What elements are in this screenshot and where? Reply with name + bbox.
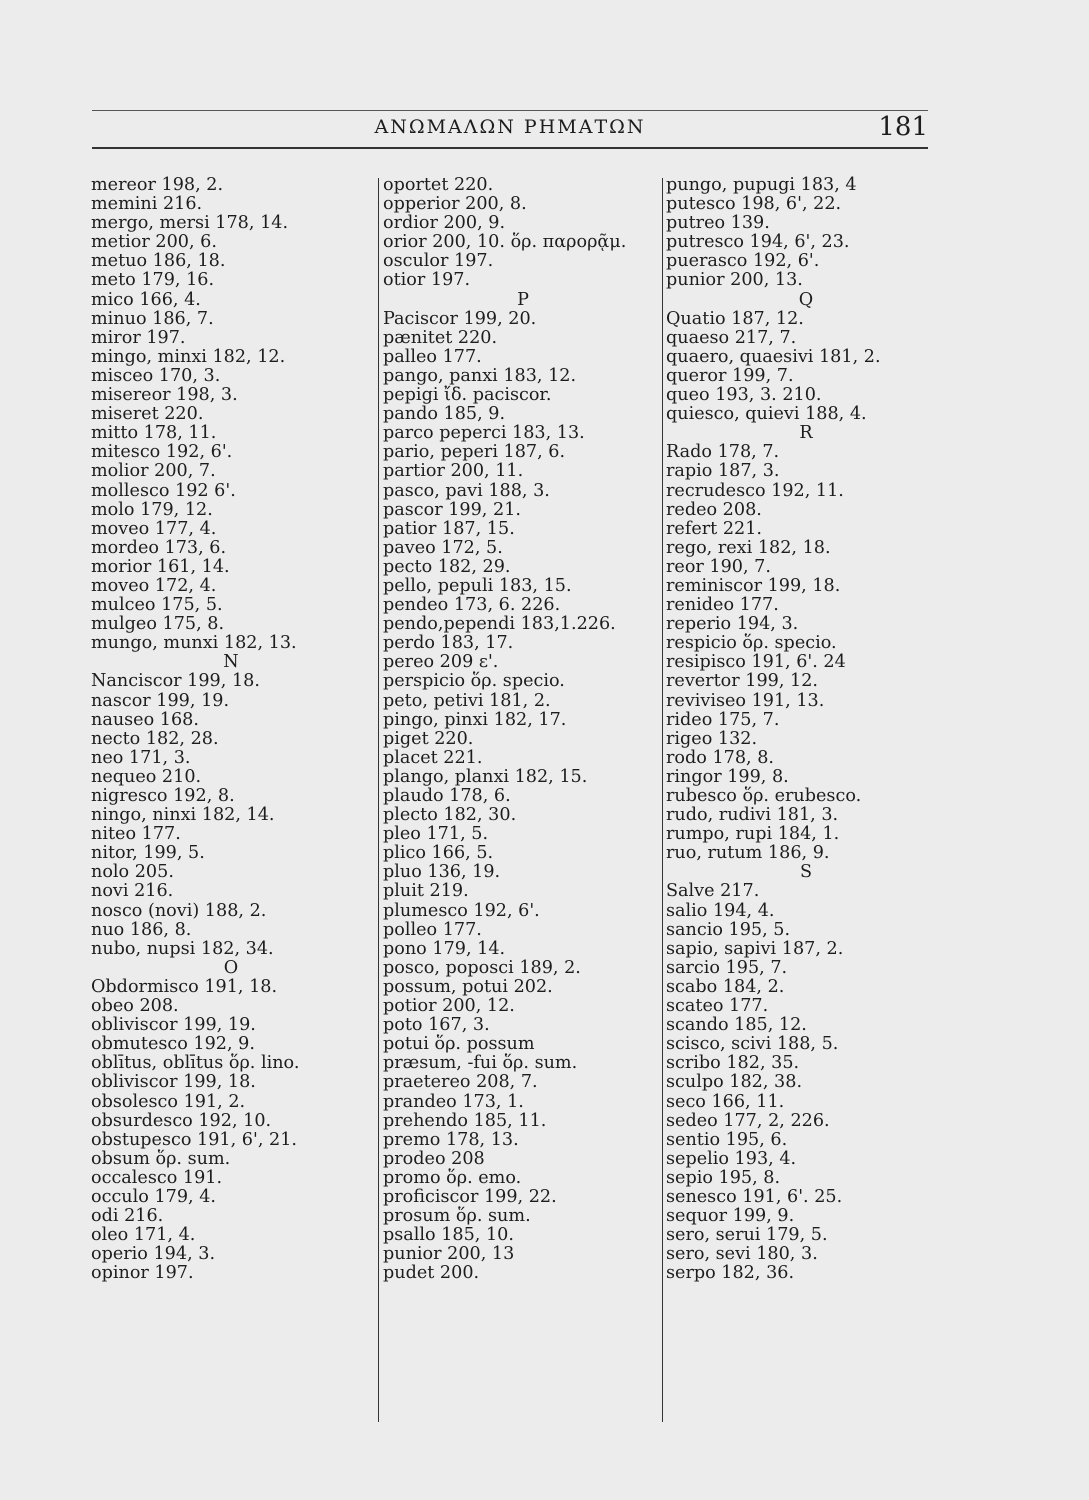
index-entry: sapio, sapivi 187, 2. — [666, 938, 844, 959]
index-entry: Obdormisco 191, 18. — [91, 976, 278, 997]
index-entry: perspicio ὅρ. specio. — [383, 671, 565, 692]
index-entry: sero, serui 179, 5. — [666, 1225, 828, 1246]
index-entry: quaeso 217, 7. — [666, 327, 797, 348]
index-entry: posco, poposci 189, 2. — [383, 957, 581, 978]
index-entry: oportet 220. — [383, 175, 494, 195]
index-entry: Quatio 187, 12. — [666, 308, 804, 329]
index-entry: sentio 195, 6. — [666, 1129, 788, 1150]
index-entry: miror 197. — [91, 327, 186, 348]
index-entry: novi 216. — [91, 881, 174, 902]
index-entry: occulo 179, 4. — [91, 1186, 216, 1207]
index-entry: molo 179, 12. — [91, 499, 213, 520]
index-entry: psallo 185, 10. — [383, 1225, 514, 1246]
index-entry: plumesco 192, 6'. — [383, 900, 540, 921]
index-entry: oleo 171, 4. — [91, 1225, 196, 1246]
index-entry: obsolesco 191, 2. — [91, 1091, 246, 1112]
index-entry: rudo, rudivi 181, 3. — [666, 805, 839, 826]
index-entry: pecto 182, 29. — [383, 556, 511, 577]
index-entry: necto 182, 28. — [91, 728, 219, 749]
index-entry: sedeo 177, 2, 226. — [666, 1110, 830, 1131]
index-entry: obeo 208. — [91, 996, 179, 1017]
index-entry: sarcio 195, 7. — [666, 957, 788, 978]
index-entry: quaero, quaesivi 181, 2. — [666, 346, 881, 367]
index-entry: nascor 199, 19. — [91, 690, 230, 711]
index-entry: resipisco 191, 6'. 24 — [666, 652, 846, 673]
section-letter: R — [799, 423, 813, 444]
index-entry: rigeo 132. — [666, 728, 758, 749]
index-entry: placet 221. — [383, 747, 483, 768]
index-entry: patior 187, 15. — [383, 518, 515, 539]
index-entry: mulgeo 175, 8. — [91, 614, 225, 635]
index-entry: metior 200, 6. — [91, 232, 217, 253]
section-letter: P — [517, 289, 529, 310]
index-entry: oblītus, oblītus ὅρ. lino. — [91, 1053, 300, 1074]
index-entry: scribo 182, 35. — [666, 1053, 800, 1074]
index-entry: rideo 175, 7. — [666, 709, 780, 730]
index-entry: parco peperci 183, 13. — [383, 423, 585, 444]
index-entry: sequor 199, 9. — [666, 1206, 795, 1227]
index-entry: obmutesco 192, 9. — [91, 1034, 255, 1055]
index-entry: pasco, pavi 188, 3. — [383, 480, 550, 501]
index-entry: misereor 198, 3. — [91, 385, 238, 406]
index-entry: prandeo 173, 1. — [383, 1091, 524, 1112]
page-number: 181 — [878, 112, 928, 142]
index-entry: piget 220. — [383, 728, 474, 749]
index-entry: plango, planxi 182, 15. — [383, 766, 588, 787]
index-entry: proficiscor 199, 22. — [383, 1186, 557, 1207]
section-letter: S — [799, 862, 813, 883]
index-entry: orior 200, 10. ὅρ. παρορᾷμ. — [383, 232, 627, 253]
index-entry: niteo 177. — [91, 824, 181, 845]
index-entry: putreo 139. — [666, 213, 770, 234]
index-entry: sancio 195, 5. — [666, 919, 791, 940]
index-entry: obliviscor 199, 18. — [91, 1072, 256, 1093]
index-entry: sepelio 193, 4. — [666, 1148, 797, 1169]
index-entry: mungo, munxi 182, 13. — [91, 633, 297, 654]
index-entry: pingo, pinxi 182, 17. — [383, 709, 567, 730]
index-entry: queror 199, 7. — [666, 365, 794, 386]
index-entry: plaudo 178, 6. — [383, 786, 511, 806]
section-letter: O — [223, 957, 239, 978]
index-entry: nauseo 168. — [91, 709, 199, 730]
index-entry: ordior 200, 9. — [383, 213, 506, 234]
index-entry: mereor 198, 2. — [91, 175, 224, 195]
index-entry: premo 178, 13. — [383, 1129, 519, 1150]
index-entry: mordeo 173, 6. — [91, 537, 227, 558]
index-entry: nuo 186, 8. — [91, 919, 192, 940]
index-entry: scabo 184, 2. — [666, 976, 785, 997]
index-entry: præsum, -fui ὅρ. sum. — [383, 1053, 578, 1074]
index-entry: plecto 182, 30. — [383, 805, 517, 826]
index-entry: scando 185, 12. — [666, 1015, 807, 1036]
index-entry: neo 171, 3. — [91, 747, 191, 768]
index-entry: praetereo 208, 7. — [383, 1072, 538, 1093]
index-entry: promo ὅρ. emo. — [383, 1167, 522, 1188]
index-entry: palleo 177. — [383, 346, 482, 367]
index-entry: mitto 178, 11. — [91, 423, 217, 444]
index-entry: osculor 197. — [383, 251, 494, 272]
index-entry: potior 200, 12. — [383, 996, 515, 1017]
index-entry: serpo 182, 36. — [666, 1263, 795, 1284]
index-entry: mulceo 175, 5. — [91, 595, 223, 616]
index-entry: metuo 186, 18. — [91, 251, 226, 272]
index-entry: possum, potui 202. — [383, 976, 553, 997]
index-entry: opinor 197. — [91, 1263, 194, 1284]
index-entry: Nanciscor 199, 18. — [91, 671, 260, 692]
index-entry: pono 179, 14. — [383, 938, 506, 959]
index-entry: reminiscor 199, 18. — [666, 575, 841, 596]
index-entry: prehendo 185, 11. — [383, 1110, 547, 1131]
index-entry: pello, pepuli 183, 15. — [383, 575, 572, 596]
index-entry: poto 167, 3. — [383, 1015, 490, 1036]
index-entry: occalesco 191. — [91, 1167, 223, 1188]
index-column-1 — [91, 176, 371, 1283]
index-entry: paveo 172, 5. — [383, 537, 503, 558]
index-entry: pluit 219. — [383, 881, 469, 902]
index-entry: moveo 177, 4. — [91, 518, 217, 539]
index-entry: polleo 177. — [383, 919, 482, 940]
index-entry: senesco 191, 6'. 25. — [666, 1186, 843, 1207]
index-entry: mitesco 192, 6'. — [91, 442, 233, 463]
index-entry: rapio 187, 3. — [666, 461, 780, 482]
index-entry: revertor 199, 12. — [666, 671, 818, 692]
index-entry: putresco 194, 6', 23. — [666, 232, 850, 253]
index-entry: obstupesco 191, 6', 21. — [91, 1129, 297, 1150]
index-entry: pendeo 173, 6. 226. — [383, 595, 561, 616]
index-entry: punior 200, 13 — [383, 1244, 515, 1265]
index-entry: nitor, 199, 5. — [91, 843, 205, 864]
index-entry: putesco 198, 6', 22. — [666, 194, 842, 215]
index-entry: sculpo 182, 38. — [666, 1072, 803, 1093]
index-entry: Salve 217. — [666, 881, 760, 902]
index-entry: moveo 172, 4. — [91, 575, 217, 596]
index-entry: pango, panxi 183, 12. — [383, 365, 577, 386]
index-entry: reperio 194, 3. — [666, 614, 799, 635]
index-entry: recrudesco 192, 11. — [666, 480, 844, 501]
index-entry: reviviseo 191, 13. — [666, 690, 825, 711]
index-entry: operio 194, 3. — [91, 1244, 216, 1265]
index-entry: respicio ὅρ. specio. — [666, 633, 837, 654]
index-entry: pascor 199, 21. — [383, 499, 521, 520]
index-entry: pluo 136, 19. — [383, 862, 501, 883]
index-entry: obsurdesco 192, 10. — [91, 1110, 272, 1131]
index-entry: morior 161, 14. — [91, 556, 230, 577]
index-entry: nubo, nupsi 182, 34. — [91, 938, 274, 959]
running-header — [92, 110, 928, 149]
index-entry: peto, petivi 181, 2. — [383, 690, 551, 711]
index-entry: perdo 183, 17. — [383, 633, 514, 654]
index-entry: pudet 200. — [383, 1263, 480, 1284]
index-entry: quiesco, quievi 188, 4. — [666, 404, 867, 425]
index-entry: pario, peperi 187, 6. — [383, 442, 566, 463]
index-entry: misceo 170, 3. — [91, 365, 221, 386]
index-entry: plico 166, 5. — [383, 843, 494, 864]
index-entry: potui ὅρ. possum — [383, 1034, 535, 1055]
index-entry: ningo, ninxi 182, 14. — [91, 805, 275, 826]
index-entry: nequeo 210. — [91, 766, 202, 787]
index-entry: scateo 177. — [666, 996, 769, 1017]
index-entry: reor 190, 7. — [666, 556, 771, 577]
index-entry: rego, rexi 182, 18. — [666, 537, 831, 558]
index-entry: Rado 178, 7. — [666, 442, 780, 463]
index-entry: redeo 208. — [666, 499, 762, 520]
index-entry: renideo 177. — [666, 595, 779, 616]
index-entry: rumpo, rupi 184, 1. — [666, 824, 840, 845]
index-entry: pleo 171, 5. — [383, 824, 489, 845]
index-entry: ruo, rutum 186, 9. — [666, 843, 830, 864]
index-entry: obliviscor 199, 19. — [91, 1015, 256, 1036]
index-entry: otior 197. — [383, 270, 471, 291]
index-entry: pungo, pupugi 183, 4 — [666, 175, 857, 195]
index-entry: salio 194, 4. — [666, 900, 775, 921]
section-letter: N — [223, 652, 239, 673]
index-entry: obsum ὅρ. sum. — [91, 1148, 231, 1169]
index-entry: sepio 195, 8. — [666, 1167, 781, 1188]
index-entry: molior 200, 7. — [91, 461, 216, 482]
index-entry: refert 221. — [666, 518, 762, 539]
index-entry: opperior 200, 8. — [383, 194, 527, 215]
index-entry: nosco (novi) 188, 2. — [91, 900, 267, 921]
index-entry: meto 179, 16. — [91, 270, 215, 291]
page-title: ΑΝΩΜΑΛΩΝ ΡΗΜΑΤΩΝ — [374, 116, 646, 138]
index-entry: queo 193, 3. 210. — [666, 385, 822, 406]
index-entry: pereo 209 ε'. — [383, 652, 499, 673]
index-entry: rubesco ὅρ. erubesco. — [666, 786, 862, 806]
index-entry: mico 166, 4. — [91, 289, 201, 310]
index-entry: punior 200, 13. — [666, 270, 803, 291]
index-entry: prodeo 208 — [383, 1148, 485, 1169]
index-entry: nolo 205. — [91, 862, 174, 883]
index-entry: rodo 178, 8. — [666, 747, 775, 768]
column-divider — [378, 178, 379, 1422]
index-entry: odi 216. — [91, 1206, 164, 1227]
index-entry: mollesco 192 6'. — [91, 480, 236, 501]
index-entry: scisco, scivi 188, 5. — [666, 1034, 839, 1055]
index-entry: memini 216. — [91, 194, 203, 215]
index-entry: nigresco 192, 8. — [91, 786, 235, 806]
index-entry: pando 185, 9. — [383, 404, 506, 425]
index-entry: pænitet 220. — [383, 327, 498, 348]
index-entry: mingo, minxi 182, 12. — [91, 346, 286, 367]
index-entry: pepigi ἴδ. paciscor. — [383, 385, 552, 406]
index-entry: seco 166, 11. — [666, 1091, 785, 1112]
index-entry: minuo 186, 7. — [91, 308, 214, 329]
index-column-3 — [666, 176, 946, 1283]
index-entry: sero, sevi 180, 3. — [666, 1244, 818, 1265]
index-entry: mergo, mersi 178, 14. — [91, 213, 289, 234]
index-entry: prosum ὅρ. sum. — [383, 1206, 531, 1227]
index-entry: partior 200, 11. — [383, 461, 524, 482]
section-letter: Q — [798, 289, 814, 310]
index-entry: Paciscor 199, 20. — [383, 308, 537, 329]
index-entry: ringor 199, 8. — [666, 766, 789, 787]
index-entry: pendo,pependi 183,1.226. — [383, 614, 616, 635]
index-entry: miseret 220. — [91, 404, 204, 425]
index-entry: puerasco 192, 6'. — [666, 251, 820, 272]
index-column-2 — [383, 176, 663, 1283]
